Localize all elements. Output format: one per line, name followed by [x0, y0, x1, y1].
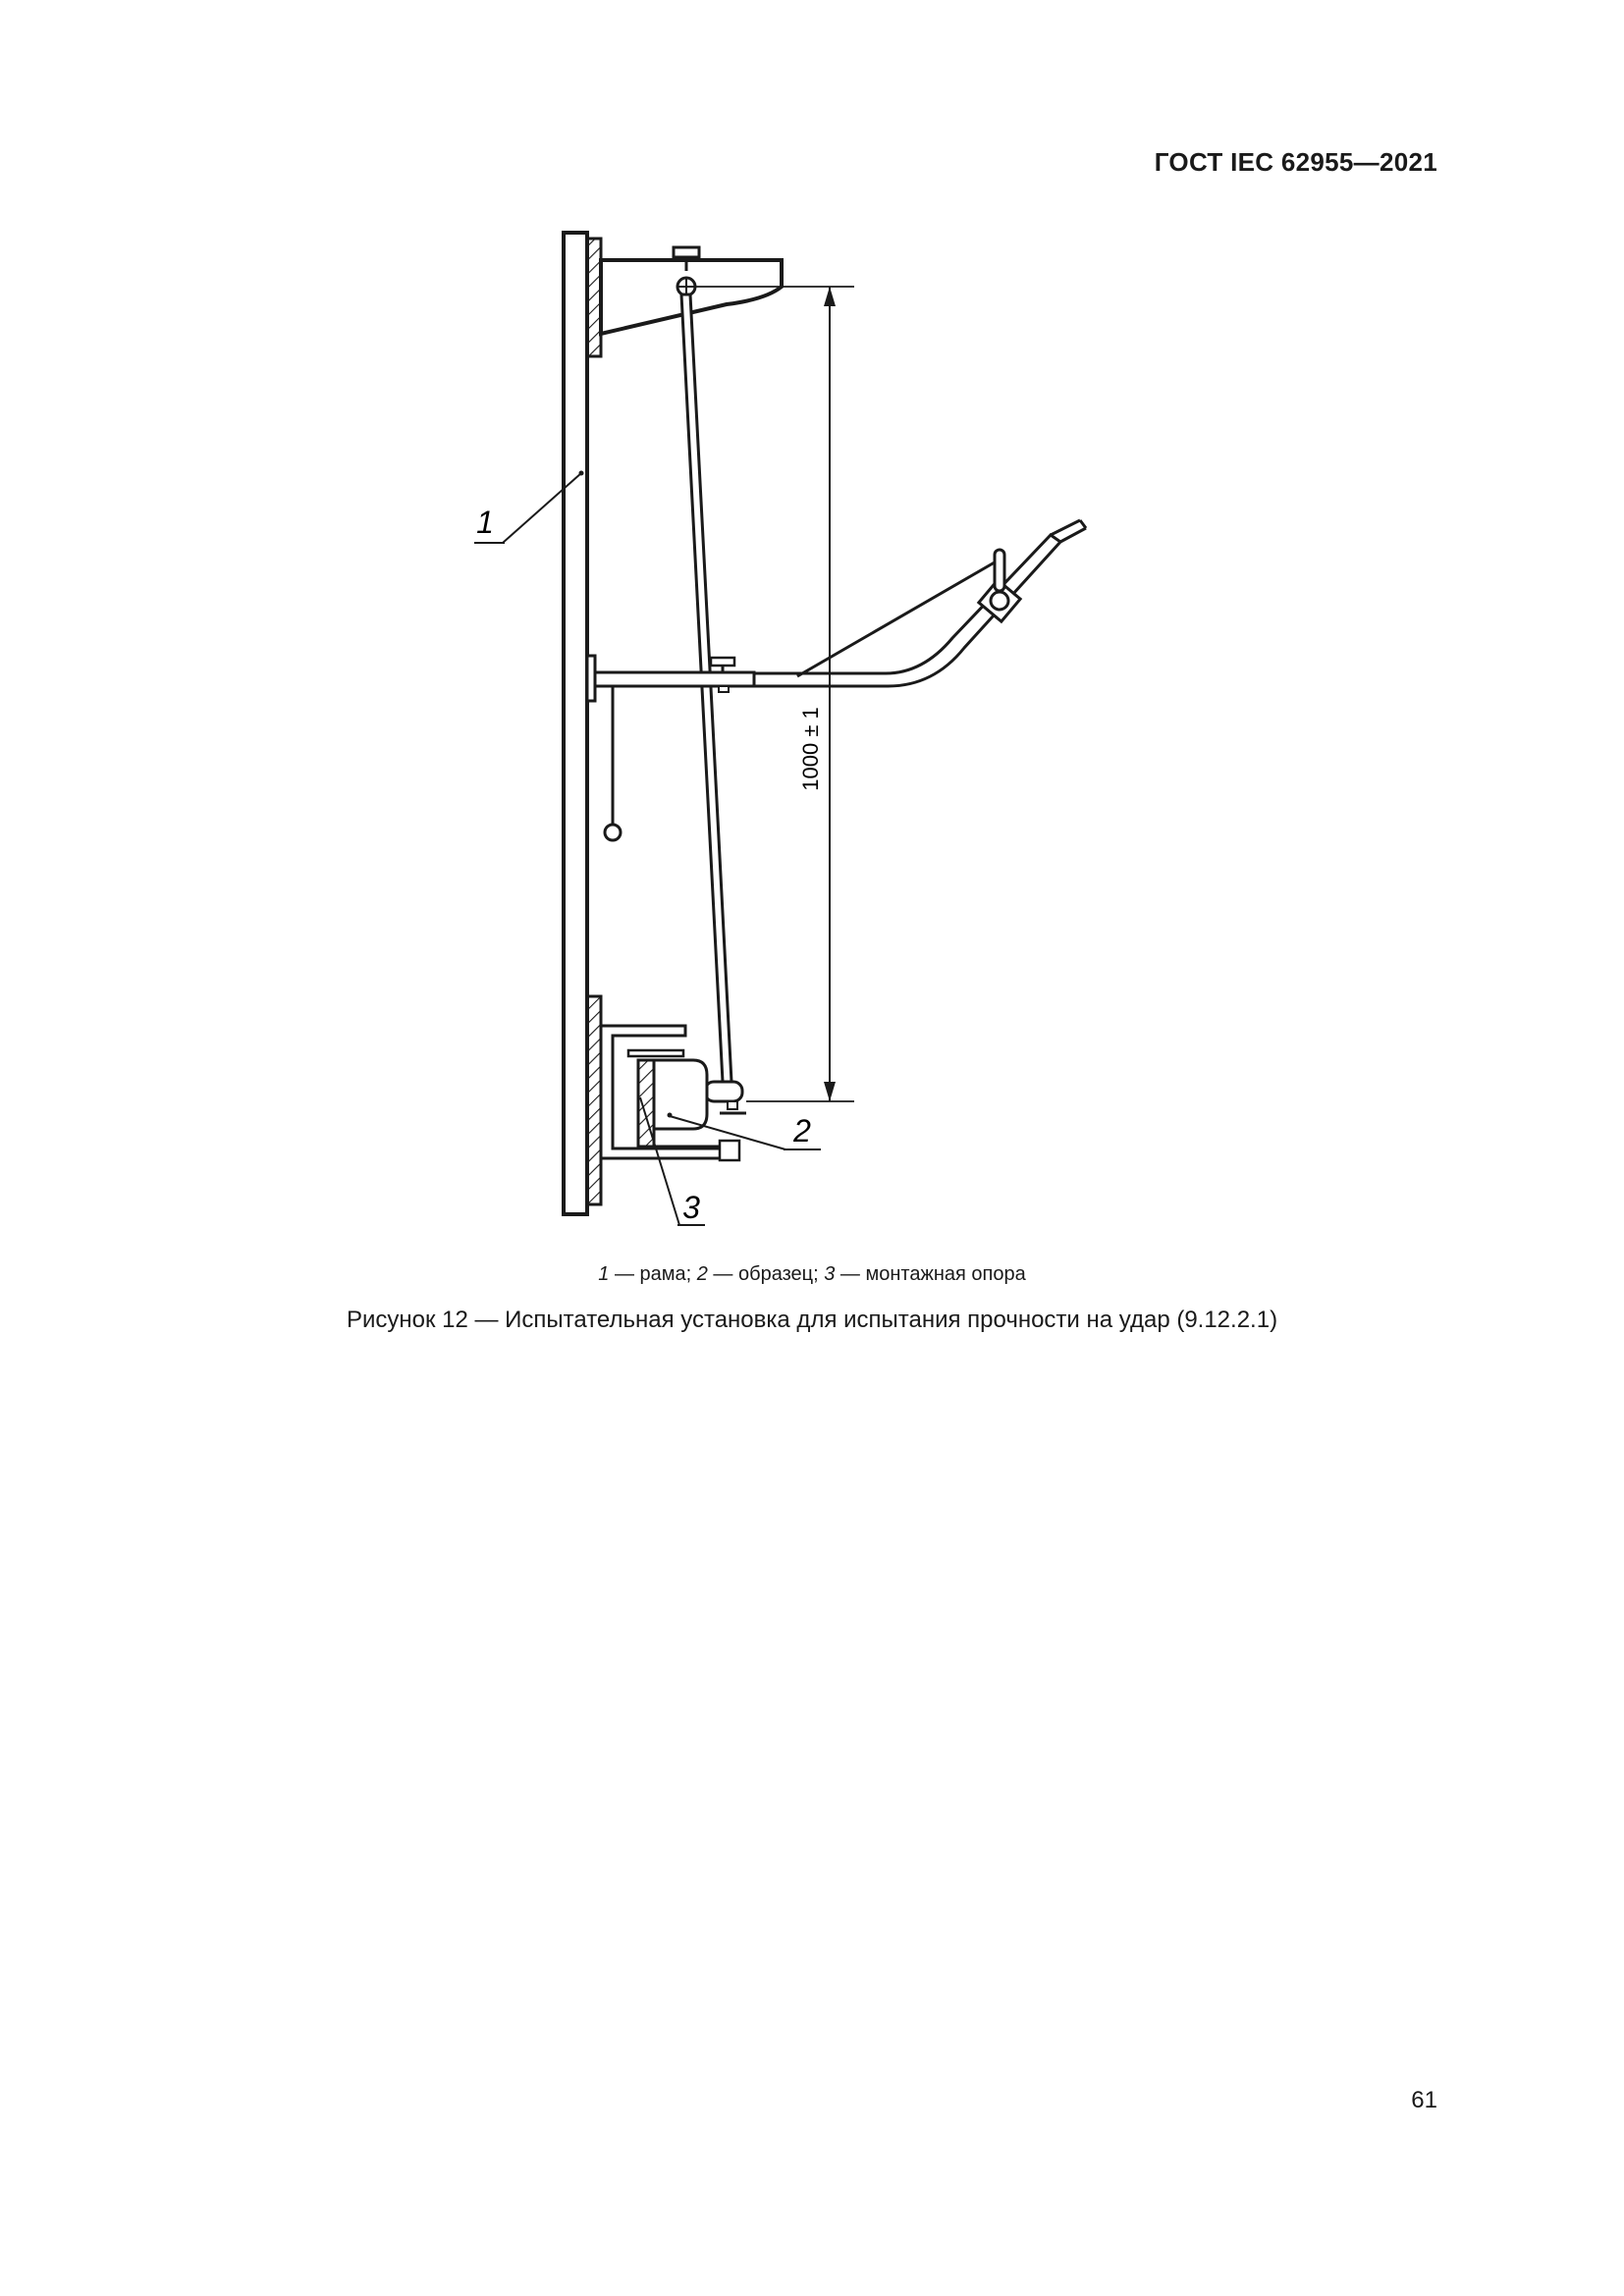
plumb-bob [605, 825, 621, 840]
frame-board [564, 233, 587, 1214]
legend-num-3: 3 [824, 1263, 836, 1285]
legend-text-3: — монтажная опора [835, 1263, 1026, 1285]
legend-text-1: — рама; [609, 1263, 697, 1285]
legend-text-2: — образец; [707, 1263, 825, 1285]
release-arm [595, 672, 754, 686]
standard-header: ГОСТ IEC 62955—2021 [1154, 147, 1437, 177]
release-cord [754, 535, 1060, 686]
tension-string [797, 560, 1000, 676]
legend-num-1: 1 [598, 1263, 610, 1285]
top-pivot-screw [674, 247, 699, 257]
legend-num-2: 2 [696, 1263, 708, 1285]
figure-caption: Рисунок 12 — Испытательная установка для испытания прочности на удар (9.12.2.1) [346, 1307, 1278, 1333]
dimension-label: 1000 ± 1 [798, 707, 823, 791]
bottom-mounting-plate [587, 996, 601, 1204]
callout-2: 2 [793, 1113, 811, 1148]
callout-3: 3 [682, 1190, 700, 1225]
top-mounting-plate [587, 239, 601, 356]
figure-legend [0, 1263, 1624, 1286]
callout-1: 1 [476, 505, 494, 540]
page-number: 61 [1411, 2087, 1437, 2113]
striker-head [705, 1082, 742, 1101]
